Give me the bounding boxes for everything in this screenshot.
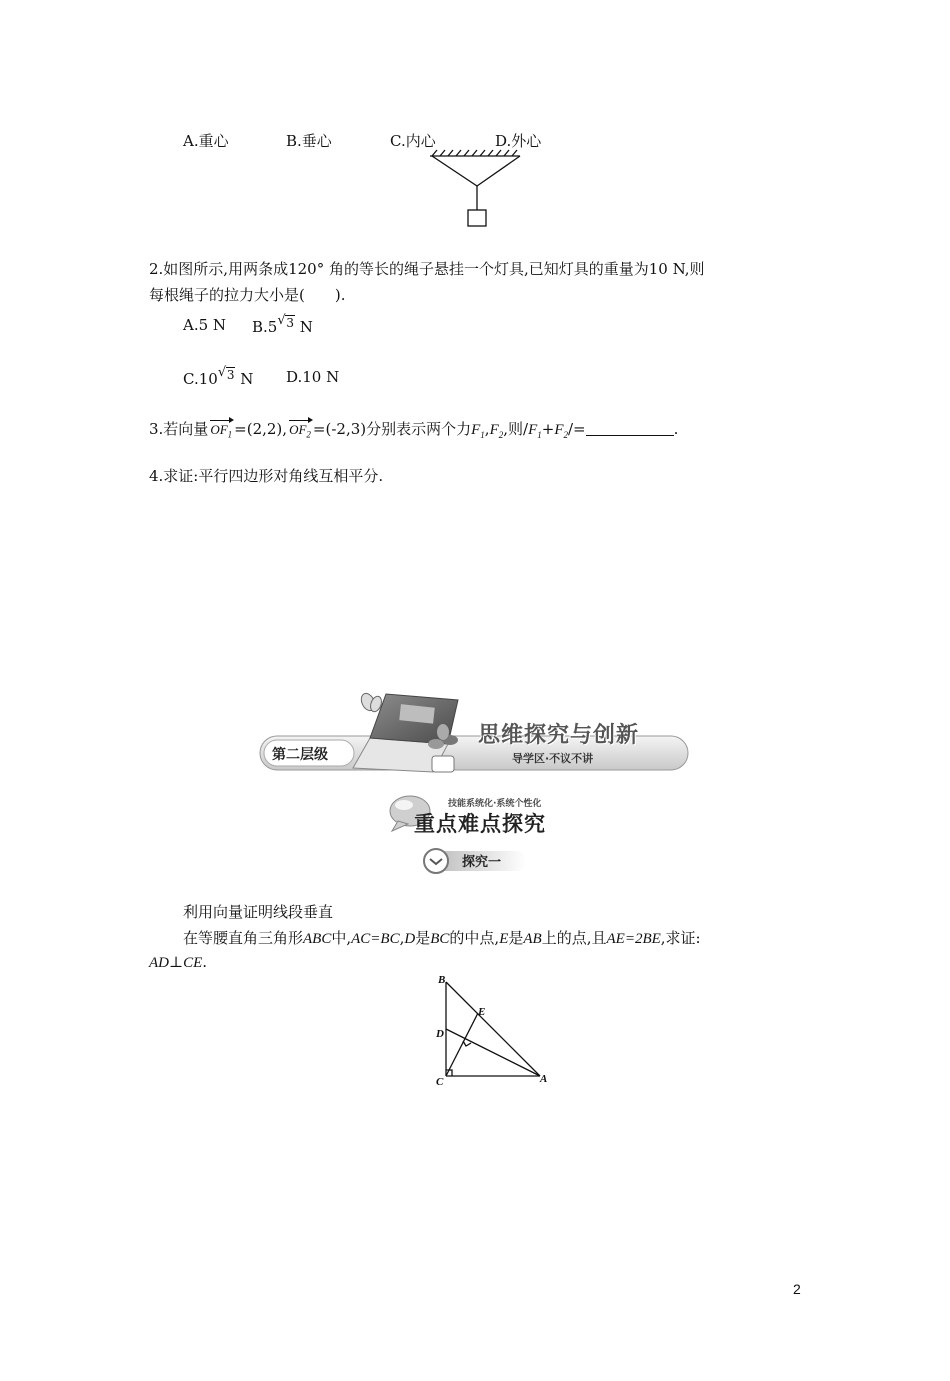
q4-text: 4.求证:平行四边形对角线互相平分. bbox=[149, 467, 384, 485]
answer-blank[interactable] bbox=[586, 421, 674, 436]
section-heading: 重点难点探究 bbox=[414, 812, 546, 836]
label-d: D bbox=[436, 1028, 444, 1040]
radicand: 3 bbox=[286, 316, 294, 330]
q3-line: 3.若向量 $OF_1 =(2,2)$, $OF_2 =(-2,3)$分别表示两个力$F_1,F_2$,则$/F_1+F_2/=$ . bbox=[149, 420, 679, 440]
force-f2: $F_2$ bbox=[489, 422, 504, 440]
q3-val2: =(-2,3)分别表示两个力 bbox=[312, 420, 472, 438]
q1-option-d: D.外心 bbox=[495, 132, 542, 150]
q2-option-a: A.5 N bbox=[183, 316, 227, 334]
label-e: E bbox=[478, 1006, 486, 1018]
q2-option-b-unit: N bbox=[294, 318, 313, 336]
sqrt-3 bbox=[277, 313, 295, 330]
q2-option-b bbox=[252, 313, 313, 336]
triangle-figure bbox=[430, 970, 555, 1092]
q1-option-a: A.重心 bbox=[183, 132, 229, 150]
label-c: C bbox=[436, 1076, 444, 1088]
q2-line2: 每根绳子的拉力大小是( ). bbox=[149, 286, 346, 304]
q2-line1: 2.如图所示,用两条成120° 角的等长的绳子悬挂一个灯具,已知灯具的重量为10 N,则 bbox=[149, 260, 705, 278]
force-f1-sum: $F_1$ bbox=[528, 422, 542, 440]
segment-ce bbox=[446, 1013, 478, 1076]
explore-problem-line1: 在等腰直角三角形ABC中,AC=BC,D是BC的中点,E是AB上的点,且AE=2BE,求证: bbox=[183, 929, 701, 947]
radicand: 3 bbox=[226, 368, 235, 382]
explore-tag-label: 探究一 bbox=[462, 855, 502, 870]
q1-option-c: C.内心 bbox=[390, 132, 436, 150]
banner-subtitle: 导学区·不议不讲 bbox=[512, 752, 594, 765]
q2-option-c bbox=[183, 365, 254, 388]
right-angle-mark-intersection bbox=[463, 1041, 471, 1046]
q2-option-c-prefix: C.10 bbox=[183, 370, 218, 388]
force-f2-sum: $F_2$ bbox=[554, 422, 568, 440]
segment-ad bbox=[446, 1029, 540, 1076]
q1-option-b: B.垂心 bbox=[286, 132, 332, 150]
q2-option-c-unit: N bbox=[235, 370, 254, 388]
radical-sign-icon: √ bbox=[217, 365, 227, 380]
side-ab bbox=[446, 982, 540, 1076]
explore-problem-line2: AD⊥CE. bbox=[149, 953, 208, 971]
small-caption: 技能系统化·系统个性化 bbox=[448, 799, 542, 809]
sqrt-3 bbox=[217, 365, 236, 382]
vector-of2: $OF_2$ bbox=[289, 422, 311, 440]
radical-sign-icon: √ bbox=[277, 313, 286, 328]
q3-prefix: 3.若向量 bbox=[149, 420, 209, 438]
q2-option-d: D.10 N bbox=[286, 368, 340, 386]
label-a: A bbox=[540, 1073, 548, 1085]
hanging-lamp-figure bbox=[420, 148, 530, 230]
q3-val1: =(2,2), bbox=[234, 420, 288, 438]
label-b: B bbox=[438, 974, 446, 986]
q2-option-b-prefix: B.5 bbox=[252, 318, 278, 336]
banner-level-label: 第二层级 bbox=[272, 747, 328, 763]
vector-of1: $OF_1$ bbox=[210, 422, 233, 440]
force-f1: $F_1$ bbox=[471, 422, 485, 440]
explore-title: 利用向量证明线段垂直 bbox=[183, 903, 334, 921]
banner-title: 思维探究与创新 bbox=[478, 723, 640, 748]
page-number: 2 bbox=[793, 1281, 801, 1297]
